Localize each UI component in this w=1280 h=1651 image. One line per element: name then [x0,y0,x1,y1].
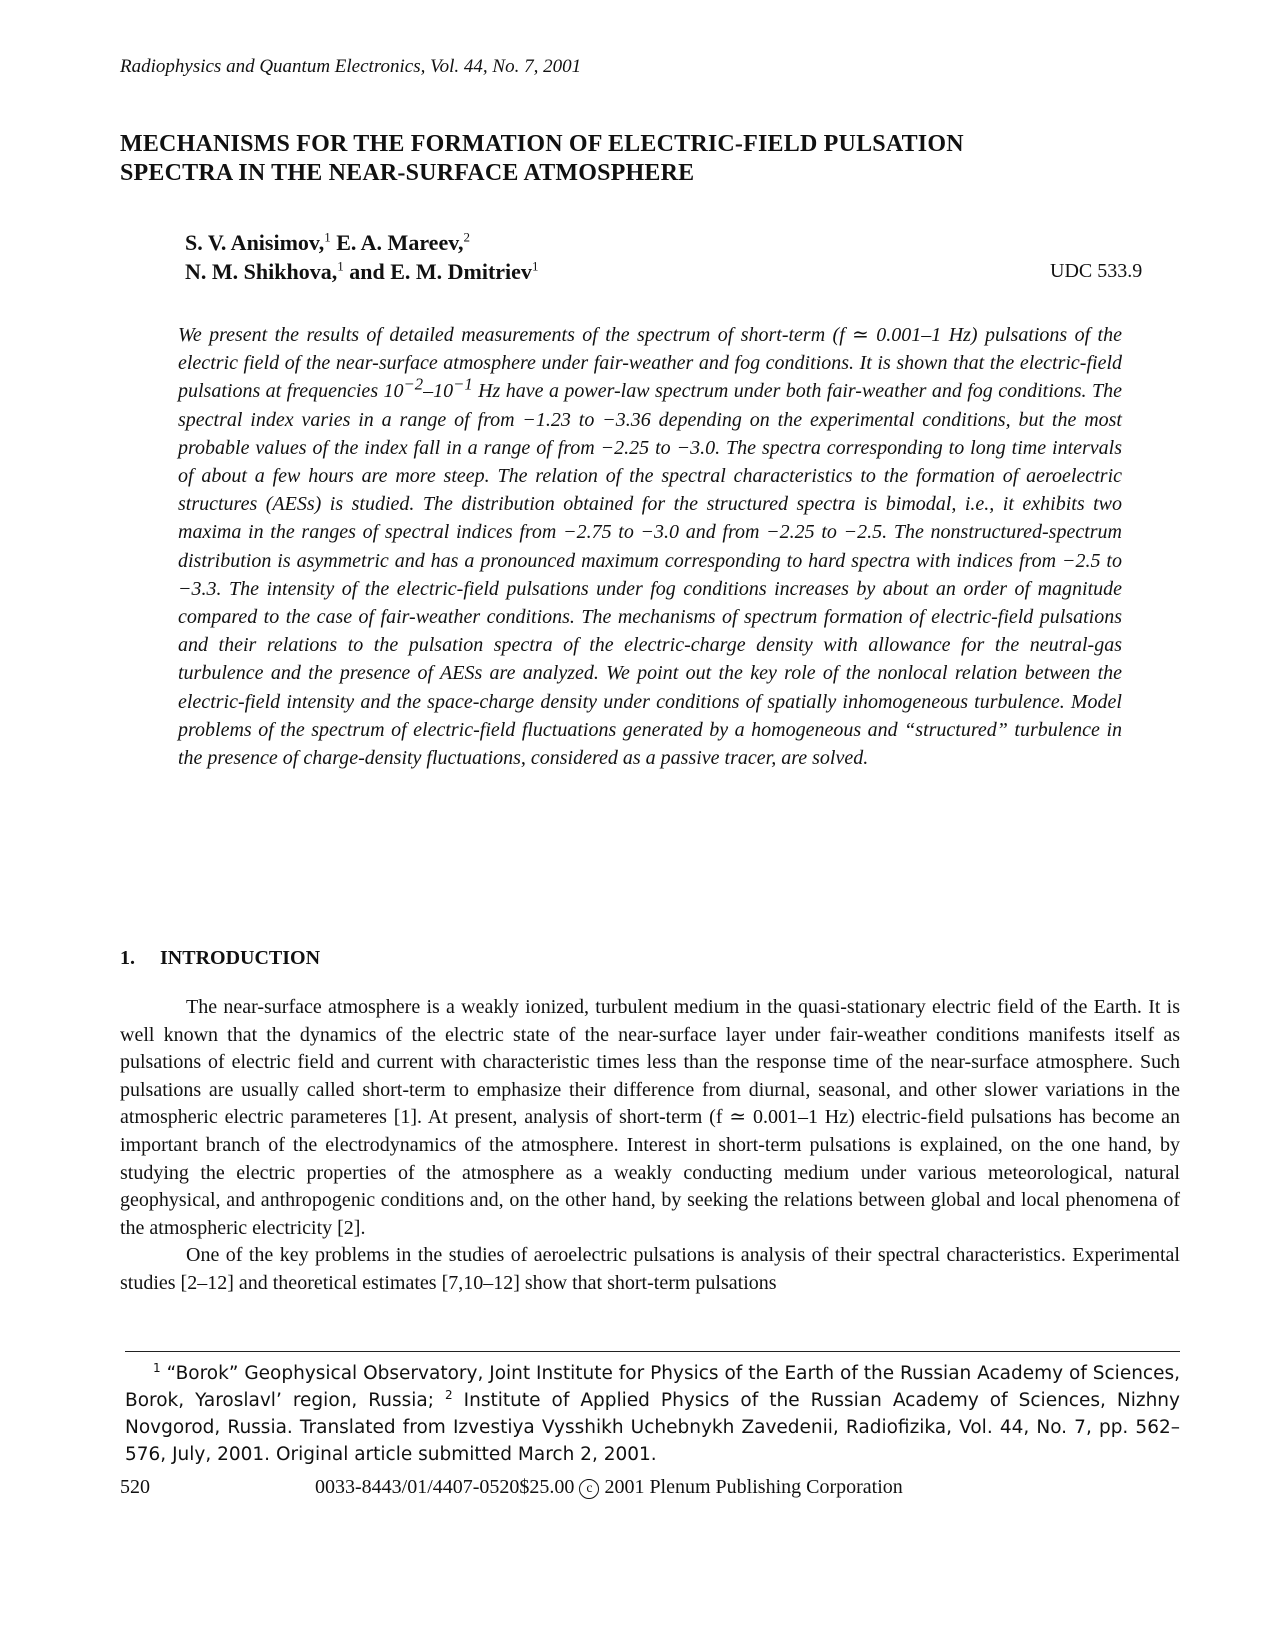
issn-code: 0033-8443/01/4407-0520$25.00 [315,1476,575,1498]
copyright-icon: c [579,1479,599,1499]
body-paragraph-2: One of the key problems in the studies of aeroelectric pulsations is analysis of their spectral characteristics. Experimental studies [2–12] and theoretical estimates [7,10–12] show that short-term pulsations [120,1244,1180,1294]
publisher: 2001 Plenum Publishing Corporation [604,1476,903,1498]
page-number: 520 [120,1476,150,1498]
author-conjunction: and [349,259,385,284]
footnote-text-2: Institute of Applied Physics of the Russian Academy of Sciences, Nizhny Novgorod, Russia. Translated from Izvestiya Vysshikh Uchebnykh Zavedenii, Radiofizika, Vol. 44, No. 7, pp. 562–576, July, 2001. Original article submitted March 2, 2001. [125,1390,1180,1465]
section-heading [120,947,320,970]
author-line-2 [185,257,538,286]
footnote-mark: 2 [445,1387,453,1402]
paper-title [120,130,1180,188]
author-dmitriev: E. M. Dmitriev [390,259,532,284]
section-title: INTRODUCTION [160,947,321,969]
body-paragraph-1: The near-surface atmosphere is a weakly ionized, turbulent medium in the quasi-stationary electric field of the Earth. It is well known that the dynamics of the electric state of the near-surface layer under fair-weather conditions manifests itself as pulsations of electric field and current with characteristic times less than the response time of the near-surface atmosphere. Such pulsations are usually called short-term to emphasize their difference from diurnal, seasonal, and other slower variations in the atmospheric electric parameteres [1]. At present, analysis of short-term (f ≃ 0.001–1 Hz) electric-field pulsations has become an important branch of the electrodynamics of the atmosphere. Interest in short-term pulsations is explained, on the one hand, by studying the electric properties of the atmosphere as a weakly conducting medium under various meteorological, natural geophysical, and anthropogenic conditions and, on the other hand, by seeking the relations between global and local phenomena of the atmospheric electricity [2]. [120,996,1180,1239]
author-mareev: E. A. Mareev, [336,230,464,255]
affiliation-mark: 1 [324,229,331,245]
udc-code: UDC 533.9 [1050,260,1143,282]
title-line-1: MECHANISMS FOR THE FORMATION OF ELECTRIC-FIELD PULSATION [120,131,964,157]
affiliation-mark: 2 [463,229,470,245]
journal-header: Radiophysics and Quantum Electronics, Vol. 44, No. 7, 2001 [120,56,582,77]
title-line-2: SPECTRA IN THE NEAR-SURFACE ATMOSPHERE [120,160,695,186]
affiliation-mark: 1 [337,258,344,274]
abstract-text: We present the results of detailed measurements of the spectrum of short-term (f ≃ 0.001–1 Hz) pulsations of the electric field of the near-surface atmosphere under fair-weather and fog conditions. It is shown that the electric-field pulsations at frequencies $10^{-2}-10^{-1}$ Hz have a power-law spectrum under both fair-weather and fog conditions. The spectral index varies in a range of from −1.23 to −3.36 depending on the experimental conditions, but the most probable values of the index fall in a range of from −2.25 to −3.0. The spectra corresponding to long time intervals of about a few hours are more steep. The relation of the spectral characteristics to the formation of aeroelectric structures (AESs) is studied. The distribution obtained for the structured spectra is bimodal, i.e., it exhibits two maxima in the ranges of spectral indices from −2.75 to −3.0 and from −2.25 to −2.5. The nonstructured-spectrum distribution is asymmetric and has a pronounced maximum corresponding to hard spectra with indices from −2.5 to −3.3. The intensity of the electric-field pulsations under fog conditions increases by about an order of magnitude compared to the case of fair-weather conditions. The mechanisms of spectrum formation of electric-field pulsations and their relations to the pulsation spectra of the electric-charge density with allowance for the neutral-gas turbulence and the presence of AESs are analyzed. We point out the key role of the nonlocal relation between the electric-field intensity and the space-charge density under conditions of spatially inhomogeneous turbulence. Model problems of the spectrum of electric-field fluctuations generated by a homogeneous and “structured” turbulence in the presence of charge-density fluctuations, considered as a passive tracer, are solved. [178,324,1122,770]
exponent: −2 [403,374,424,394]
footnote [125,1360,1180,1468]
abstract [178,321,1122,772]
footnote-text-1: “Borok” Geophysical Observatory, Joint Institute for Physics of the Earth of the Russian Academy of Sciences, Borok, Yaroslavl’ region, Russia; [125,1363,1180,1411]
author-shikhova: N. M. Shikhova, [185,259,338,284]
author-line-1 [185,228,538,257]
section-number: 1. [120,947,135,969]
author-list [185,228,538,286]
author-anisimov: S. V. Anisimov, [185,230,325,255]
affiliation-mark: 1 [531,258,539,274]
exponent: −1 [453,374,473,394]
footnote-rule [125,1351,1180,1352]
body-text [120,994,1180,1298]
footnote-mark: 1 [153,1360,161,1375]
copyright-line [315,1476,903,1499]
